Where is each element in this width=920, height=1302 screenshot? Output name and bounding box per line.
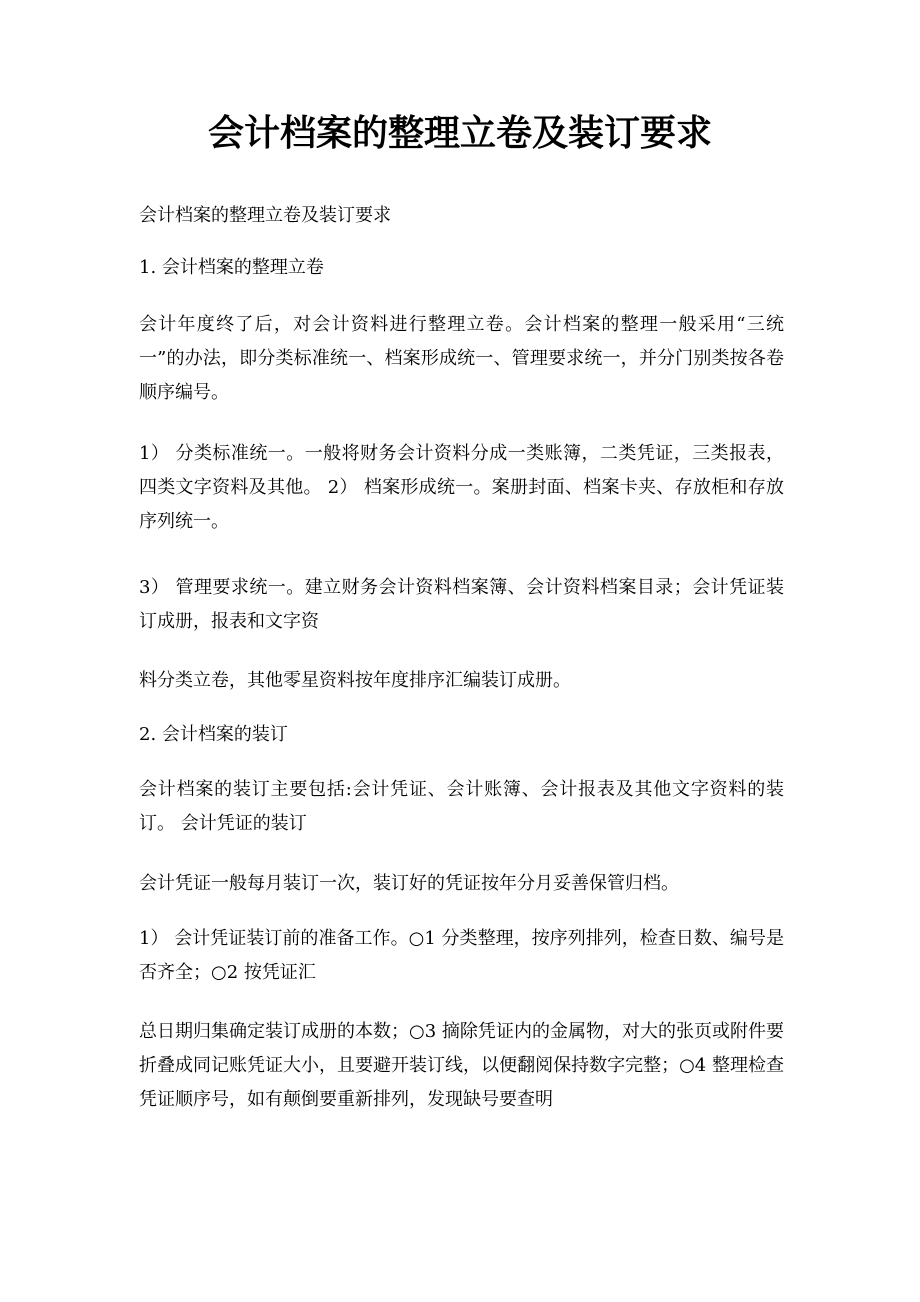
paragraph-management-cont: 料分类立卷，其他零星资料按年度排序汇编装订成册。 <box>139 670 571 691</box>
paragraph-subtitle: 会计档案的整理立卷及装订要求 <box>139 205 391 226</box>
paragraph-voucher-preparation: 1） 会计凭证装订前的准备工作。○1 分类整理，按序列排列，检查日数、编号是否齐全；○2 按凭证汇 <box>139 928 784 983</box>
paragraph-management: 3） 管理要求统一。建立财务会计资料档案簿、会计资料档案目录；会计凭证装订成册，报表和文字资 <box>139 577 784 632</box>
paragraph-classification: 1） 分类标准统一。一般将财务会计资料分成一类账簿，二类凭证，三类报表，四类文字资料及其他。 2） 档案形成统一。案册封面、档案卡夹、存放柜和存放序列统一。 <box>139 443 784 532</box>
paragraph-section-1-heading: 1. 会计档案的整理立卷 <box>139 257 324 278</box>
paragraph-section-2-heading: 2. 会计档案的装订 <box>139 724 288 745</box>
paragraph-section-2-intro: 会计档案的装订主要包括:会计凭证、会计账簿、会计报表及其他文字资料的装订。 会计凭证的装订 <box>139 779 784 834</box>
paragraph-section-1-intro: 会计年度终了后，对会计资料进行整理立卷。会计档案的整理一般采用“三统一”的办法，即分类标准统一、档案形成统一、管理要求统一，并分门别类按各卷顺序编号。 <box>139 314 784 403</box>
paragraph-voucher-preparation-cont: 总日期归集确定装订成册的本数；○3 摘除凭证内的金属物，对大的张页或附件要折叠成同记账凭证大小，且要避开装订线，以便翻阅保持数字完整；○4 整理检查凭证顺序号，如有颠倒要重新排列，发现缺号要查明 <box>139 1021 784 1110</box>
document-title: 会计档案的整理立卷及装订要求 <box>207 113 712 154</box>
paragraph-voucher-monthly: 会计凭证一般每月装订一次，装订好的凭证按年分月妥善保管归档。 <box>139 873 679 894</box>
